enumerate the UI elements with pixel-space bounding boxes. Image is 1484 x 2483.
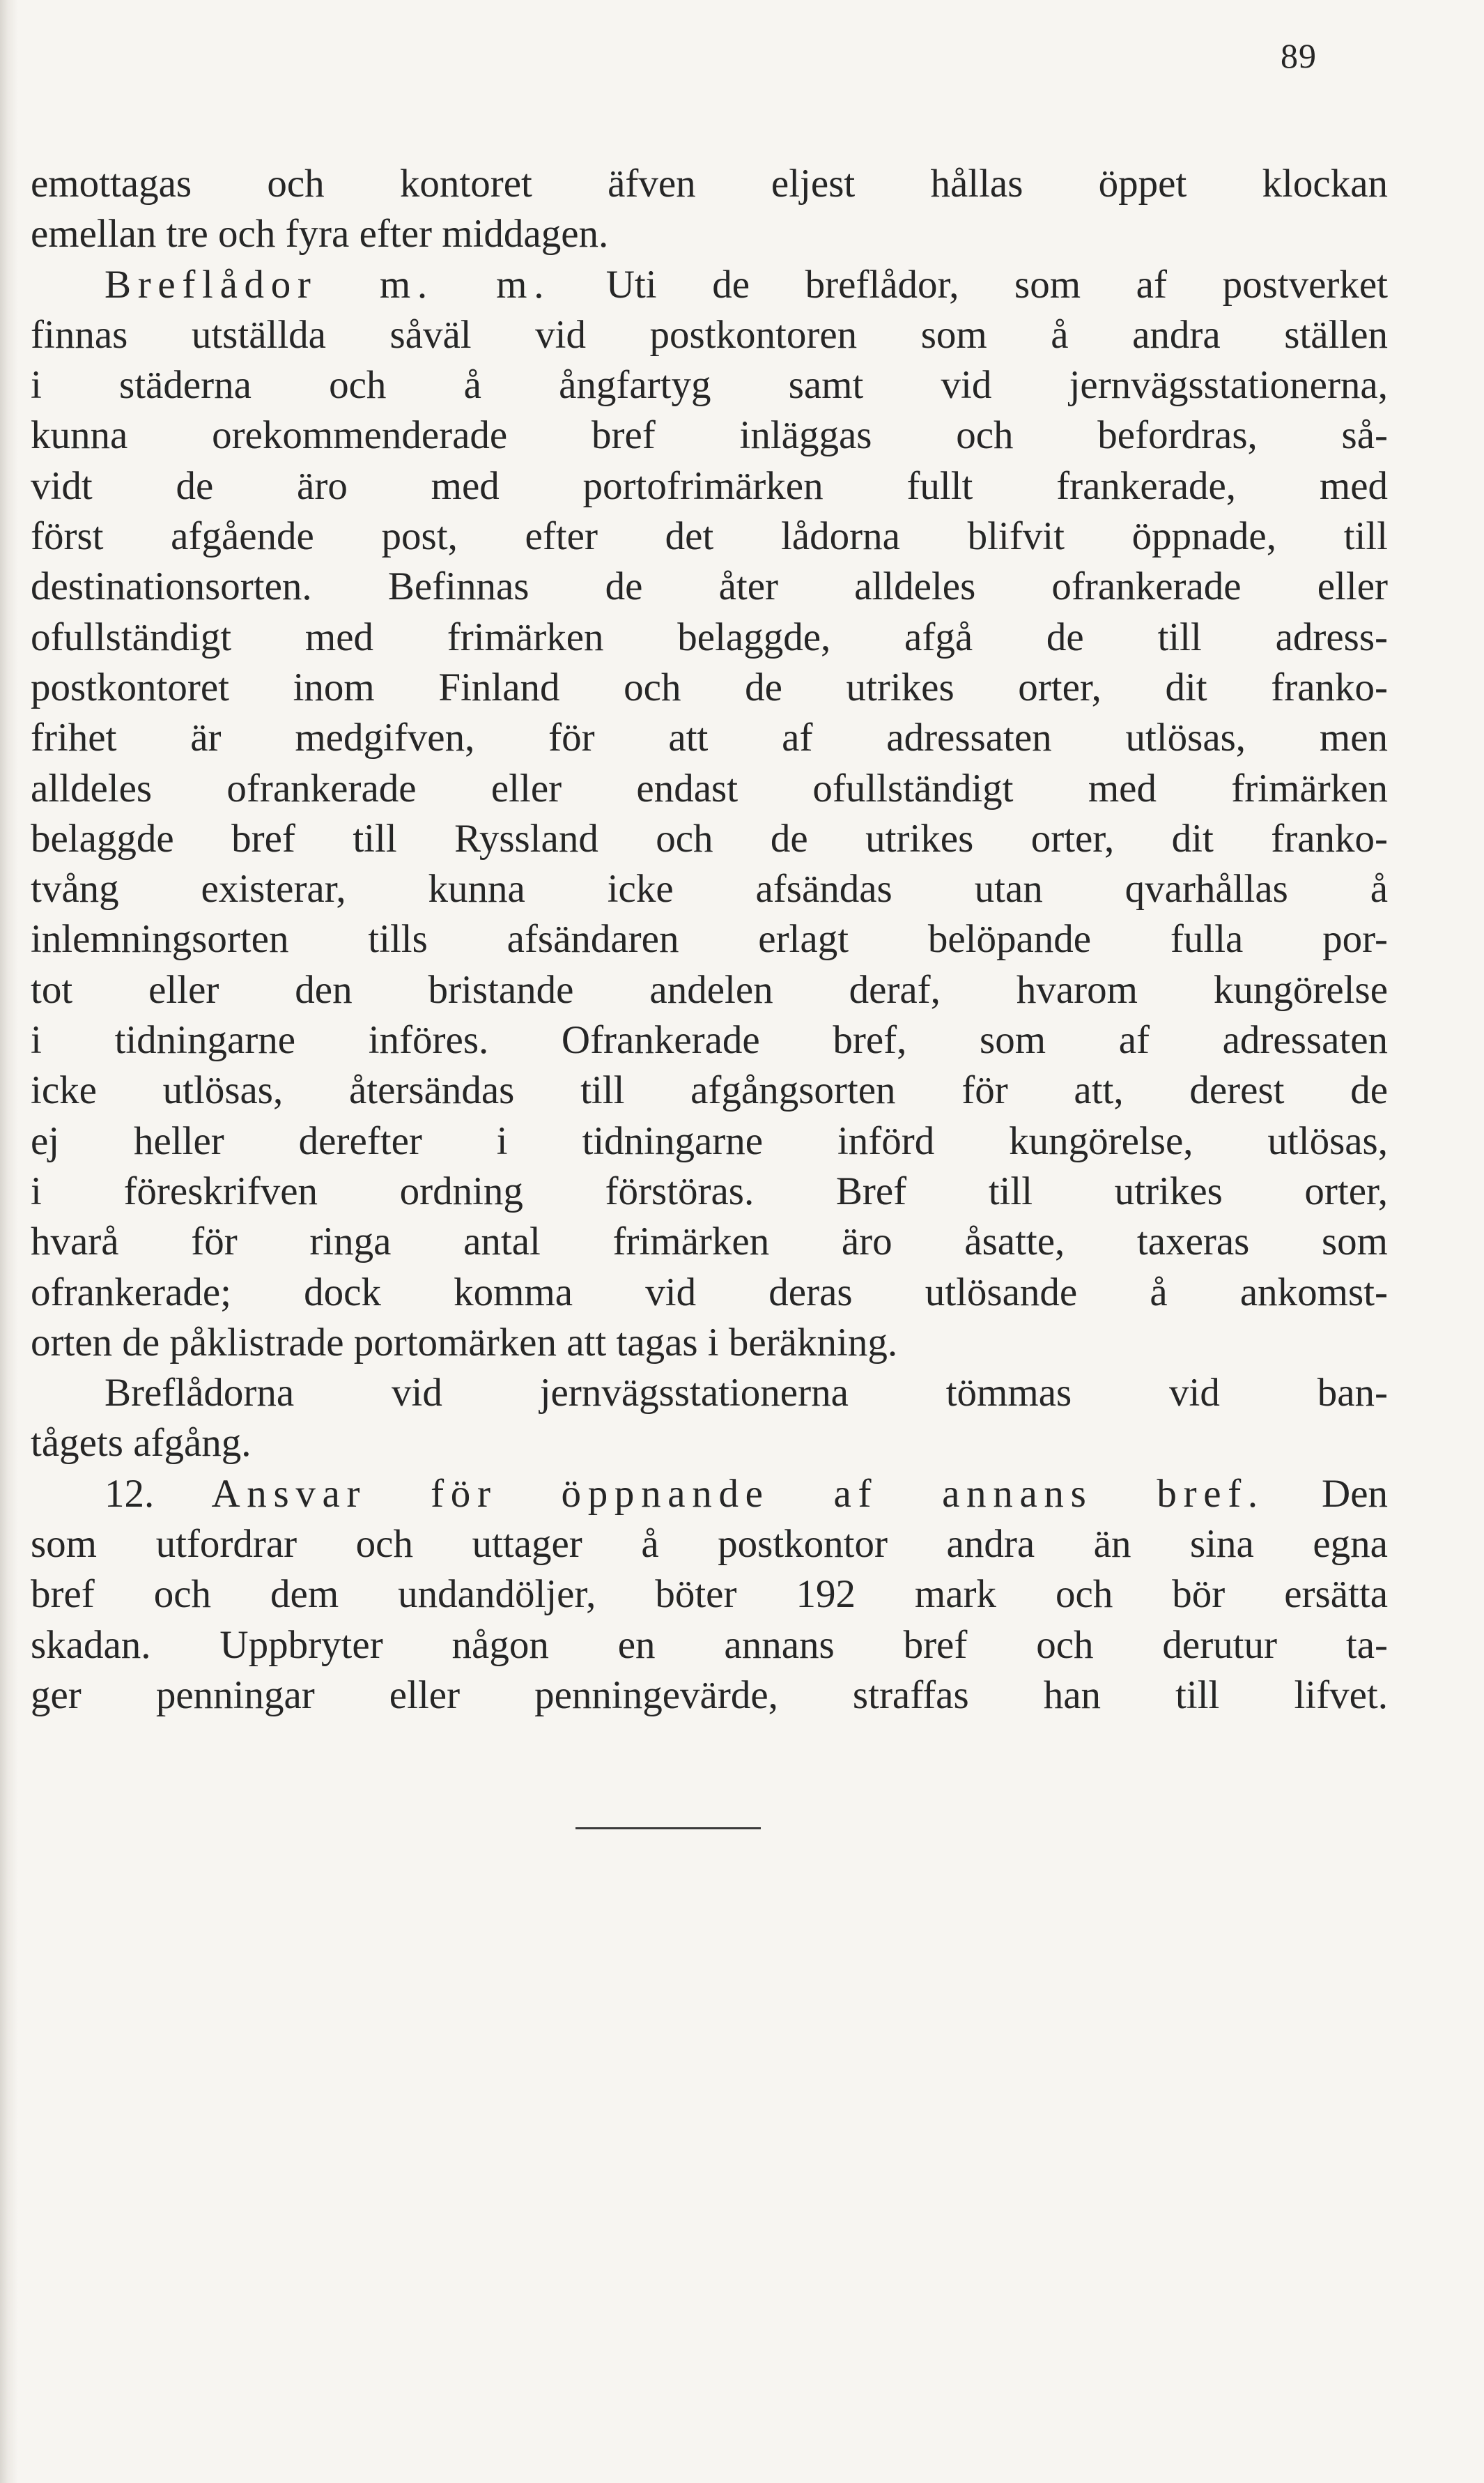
text-segment: i tidningarne införes. Ofrankerade bref, som af adressaten — [31, 1018, 1388, 1063]
text-segment: Den — [1264, 1471, 1389, 1516]
text-segment: frihet är medgifven, för att af adressaten utlösas, men — [31, 716, 1388, 760]
text-line — [31, 1268, 1388, 1318]
text-segment: inlemningsorten tills afsändaren erlagt belöpande fulla por- — [31, 917, 1388, 962]
text-line — [31, 1015, 1388, 1066]
text-segment: i städerna och å ångfartyg samt vid jernvägsstationerna, — [31, 363, 1388, 408]
text-line — [31, 461, 1388, 512]
text-segment: emottagas och kontoret äfven eljest hållas öppet klockan — [31, 162, 1388, 206]
text-line — [31, 1318, 1388, 1368]
text-segment: hvarå för ringa antal frimärken äro åsatte, taxeras som — [31, 1220, 1388, 1264]
text-line — [31, 814, 1388, 864]
text-line — [31, 209, 1388, 259]
text-line — [31, 965, 1388, 1015]
text-line — [31, 310, 1388, 360]
text-line — [31, 1569, 1388, 1620]
text-segment: icke utlösas, återsändas till afgångsorten för att, derest de — [31, 1068, 1388, 1113]
section-divider — [575, 1827, 761, 1829]
text-segment: tot eller den bristande andelen deraf, hvarom kungörelse — [31, 967, 1388, 1012]
text-segment: ej heller derefter i tidningarne införd kungörelse, utlösas, — [31, 1118, 1388, 1163]
text-line — [31, 864, 1388, 914]
text-segment: alldeles ofrankerade eller endast ofullständigt med frimärken — [31, 766, 1388, 810]
page-number: 89 — [1281, 36, 1317, 75]
text-segment: tvång existerar, kunna icke afsändas utan qvarhållas å — [31, 867, 1388, 912]
text-line — [31, 562, 1388, 612]
text-line — [31, 1620, 1388, 1670]
text-segment: belaggde bref till Ryssland och de utrikes orter, dit franko- — [31, 816, 1388, 861]
spaced-heading: Ansvar för öppnande af annans bref. — [211, 1471, 1265, 1516]
text-line — [31, 1116, 1388, 1167]
text-segment: orten de påklistrade portomärken att tagas i beräkning. — [31, 1320, 898, 1365]
text-segment: destinationsorten. Befinnas de åter alldeles ofrankerade eller — [31, 564, 1388, 609]
text-line — [31, 1368, 1388, 1418]
text-segment: postkontoret inom Finland och de utrikes orter, dit franko- — [31, 665, 1388, 709]
text-segment: ofrankerade; dock komma vid deras utlösande å ankomst- — [31, 1270, 1388, 1314]
text-segment: ger penningar eller penningevärde, straffas han till lifvet. — [31, 1673, 1388, 1717]
text-segment: finnas utställda såväl vid postkontoren som å andra ställen — [31, 312, 1388, 357]
text-line — [31, 1469, 1388, 1519]
text-line — [31, 1167, 1388, 1217]
text-line — [31, 1519, 1388, 1569]
spaced-heading: Breflådor m. m. — [105, 262, 551, 307]
text-segment: 12. — [105, 1471, 212, 1516]
text-line — [31, 1217, 1388, 1267]
text-line — [31, 613, 1388, 663]
text-line — [31, 1418, 1388, 1468]
text-segment: Uti de breflådor, som af postverket — [550, 262, 1389, 307]
text-line — [31, 260, 1388, 310]
text-line — [31, 914, 1388, 964]
text-segment: kunna orekommenderade bref inläggas och befordras, så- — [31, 413, 1388, 458]
text-segment: som utfordrar och uttager å postkontor andra än sina egna — [31, 1522, 1388, 1567]
text-segment: bref och dem undandöljer, böter 192 mark och bör ersätta — [31, 1572, 1388, 1617]
text-segment: emellan tre och fyra efter middagen. — [31, 212, 609, 256]
text-segment: vidt de äro med portofrimärken fullt frankerade, med — [31, 463, 1388, 508]
text-line — [31, 663, 1388, 713]
text-segment: ofullständigt med frimärken belaggde, afgå de till adress- — [31, 615, 1388, 659]
text-line — [31, 764, 1388, 814]
text-segment: Breflådorna vid jernvägsstationerna tömmas vid ban- — [105, 1371, 1388, 1415]
text-segment: i föreskrifven ordning förstöras. Bref till utrikes orter, — [31, 1169, 1388, 1213]
text-line — [31, 713, 1388, 763]
text-segment: tågets afgång. — [31, 1421, 252, 1466]
text-segment: först afgående post, efter det lådorna blifvit öppnade, till — [31, 514, 1388, 559]
text-line — [31, 410, 1388, 461]
text-segment: skadan. Uppbryter någon en annans bref och derutur ta- — [31, 1622, 1388, 1667]
text-line — [31, 512, 1388, 562]
binding-shadow — [0, 0, 18, 2483]
body-text — [31, 159, 1388, 1721]
text-line — [31, 1670, 1388, 1721]
text-line — [31, 159, 1388, 209]
text-line — [31, 1066, 1388, 1116]
text-line — [31, 360, 1388, 410]
